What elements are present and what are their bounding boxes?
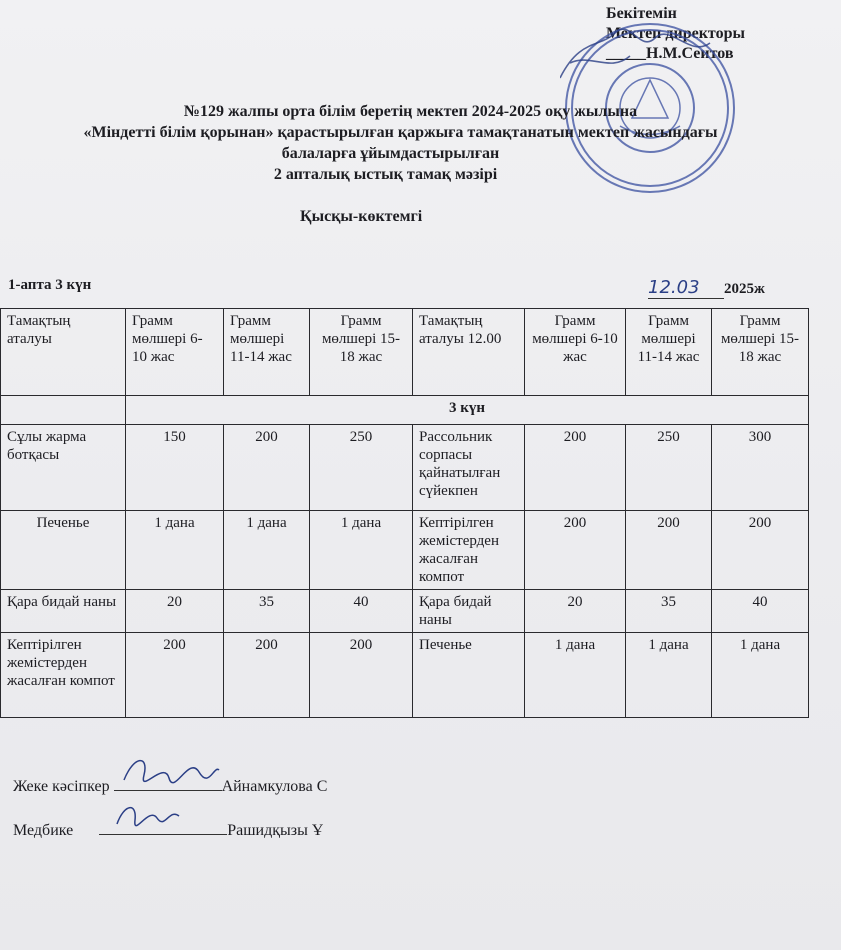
header-cell: Грамм мөлшері 11-14 жас [224,309,310,396]
header-cell: Грамм мөлшері 6-10 жас [525,309,626,396]
approval-director: _____Н.М.Сеитов [606,45,734,62]
table-cell: Қара бидай наны [413,590,525,633]
title-line-4: 2 апталық ыстық тамақ мәзірі [273,166,498,183]
table-cell: 250 [310,425,413,511]
table-cell: 1 дана [224,511,310,590]
table-cell: Кептірілген жемістерден жасалған компот [1,633,126,718]
table-cell: 200 [224,425,310,511]
table-cell: 150 [126,425,224,511]
signature-mark [99,818,227,835]
table-cell: 200 [712,511,809,590]
week-day-label: 1-апта 3 күн [8,277,92,293]
signature-scribble-icon [109,794,189,834]
header-cell: Грамм мөлшері 15-18 жас [310,309,413,396]
season-label: Қысқы-көктемгі [300,208,423,225]
table-cell: 1 дана [626,633,712,718]
approval-position: Мектеп директоры [606,25,745,42]
header-cell: Грамм мөлшері 6-10 жас [126,309,224,396]
table-cell: 200 [626,511,712,590]
table-cell: Печенье [413,633,525,718]
table-cell: 1 дана [712,633,809,718]
table-cell: Рассольник сорпасы қайнатылған сүйекпен [413,425,525,511]
entrepreneur-label: Жеке кәсіпкер [13,778,110,795]
title-line-2: «Міндетті білім қорынан» қарастырылған қаржыға тамақтанатын мектеп жасындағы [83,124,718,141]
table-cell: Печенье [1,511,126,590]
table-cell: 1 дана [310,511,413,590]
header-cell: Тамақтың аталуы 12.00 [413,309,525,396]
table-cell: 300 [712,425,809,511]
nurse-signature-line [13,818,323,840]
table-cell: 250 [626,425,712,511]
title-line-3: балаларға ұйымдастырылған [281,145,500,162]
nurse-label: Медбике [13,822,74,839]
table-cell: 35 [224,590,310,633]
table-row [1,633,809,718]
signature-mark [114,774,222,791]
table-cell: Қара бидай наны [1,590,126,633]
date-field [648,277,793,299]
table-cell: 20 [126,590,224,633]
header-cell: Тамақтың аталуы [1,309,126,396]
empty-cell [1,396,126,425]
header-cell: Грамм мөлшері 15-18 жас [712,309,809,396]
table-cell: Кептірілген жемістерден жасалған компот [413,511,525,590]
table-cell: 200 [525,511,626,590]
handwritten-date: 12.03 [648,277,724,299]
table-cell: 35 [626,590,712,633]
table-cell: Сұлы жарма ботқасы [1,425,126,511]
entrepreneur-name: Айнамкулова С [221,778,328,795]
day-label: 3 күн [126,396,809,425]
table-row [1,425,809,511]
header-cell: Грамм мөлшері 11-14 жас [626,309,712,396]
table-cell: 200 [224,633,310,718]
table-cell: 20 [525,590,626,633]
table-row [1,511,809,590]
document-title [0,101,841,185]
table-header-row [1,309,809,396]
table-cell: 200 [310,633,413,718]
table-cell: 1 дана [126,511,224,590]
table-cell: 1 дана [525,633,626,718]
nurse-name: Рашидқызы Ұ [227,822,324,839]
table-cell: 40 [310,590,413,633]
signature-scribble-icon [114,750,224,790]
date-year: 2025ж [724,281,765,297]
entrepreneur-signature-line [13,774,327,796]
day-row [1,396,809,425]
table-row [1,590,809,633]
table-cell: 200 [525,425,626,511]
table-cell: 200 [126,633,224,718]
menu-table [0,308,809,718]
approval-title: Бекітемін [606,5,677,22]
table-cell: 40 [712,590,809,633]
title-line-1: №129 жалпы орта білім беретің мектеп 2024-2025 оқу жылына [183,103,638,120]
